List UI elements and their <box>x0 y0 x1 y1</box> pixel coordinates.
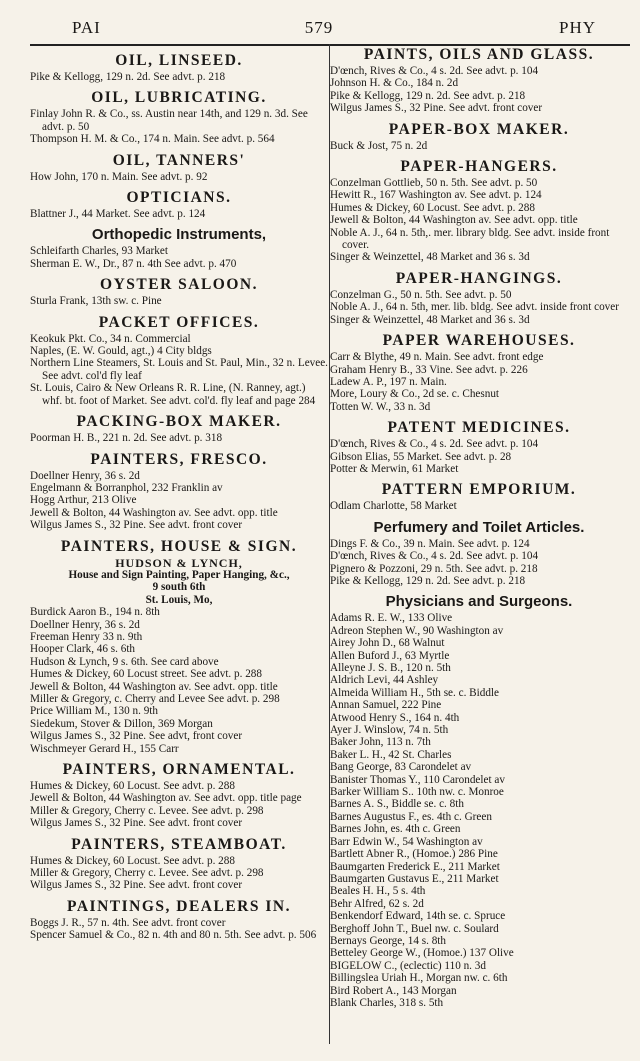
entry-list <box>30 606 328 755</box>
section-oil-lubricating <box>30 89 328 145</box>
directory-entry: Alleyne J. S. B., 120 n. 5th <box>330 662 451 674</box>
directory-entry: Naples, (E. W. Gould, agt.,) 4 City bldgs <box>30 345 212 358</box>
directory-entry: Thompson H. M. & Co., 174 n. Main. See advt. p. 564 <box>30 133 275 146</box>
directory-entry: Humes & Dickey, 60 Locust. See advt. p. 288 <box>30 780 235 793</box>
section-heading: OIL, LUBRICATING. <box>91 89 267 107</box>
entry-list <box>30 208 328 220</box>
directory-entry: Barnes John, es. 4th c. Green <box>330 823 461 836</box>
directory-entry: Poorman H. B., 221 n. 2d. See advt. p. 318 <box>30 432 223 445</box>
directory-entry: Jewell & Bolton, 44 Washington av. See advt. opp. title <box>330 214 578 227</box>
section-heading: PAINTS, OILS AND GLASS. <box>363 46 595 63</box>
directory-entry: Singer & Weinzettel, 48 Market and 36 s. 3d <box>330 251 530 264</box>
directory-entry: Noble A. J., 64 n. 5th, mer. lib. bldg. See advt. inside front cover <box>330 301 619 314</box>
directory-entry: Hewitt R., 167 Washington av. See advt. p. 124 <box>330 189 542 202</box>
section-paper-warehouses <box>330 332 628 413</box>
directory-entry: Noble A. J., 64 n. 5th,. mer. library bldg. See advt. inside front cover. <box>330 226 610 252</box>
directory-entry: Miller & Gregory, Cherry c. Levee. See advt. p. 298 <box>30 804 264 817</box>
directory-entry: Wilgus James S., 32 Pine. See advt. front cover <box>30 879 243 892</box>
page-header <box>30 18 608 40</box>
directory-entry: Singer & Weinzettel, 48 Market and 36 s. 3d <box>330 313 530 326</box>
directory-entry: Ayer J. Winslow, 74 n. 5th <box>330 724 449 737</box>
directory-entry: Price William M., 130 n. 9th <box>30 705 158 718</box>
section-heading: Orthopedic Instruments, <box>91 226 267 244</box>
directory-entry: Jewell & Bolton, 44 Washington av. See advt. opp. title <box>30 680 278 693</box>
directory-entry: Johnson H. & Co., 184 n. 2d <box>330 77 459 90</box>
entry-list <box>330 612 628 1009</box>
directory-entry: Ladew A. P., 197 n. Main. <box>330 375 447 388</box>
section-heading: PACKET OFFICES. <box>98 313 260 331</box>
directory-entry: Hudson & Lynch, 9 s. 6th. See card above <box>30 655 219 668</box>
section-paints-oils-glass <box>330 46 628 115</box>
directory-entry: Pike & Kellogg, 129 n. 2d. See advt. p. 218 <box>330 89 526 102</box>
directory-entry: Adams R. E. W., 133 Olive <box>330 612 453 625</box>
directory-entry: Hooper Clark, 46 s. 6th <box>30 643 136 656</box>
directory-entry: Airey John D., 68 Walnut <box>330 637 445 650</box>
section-packing-box <box>30 413 328 444</box>
directory-entry: Allen Buford J., 63 Myrtle <box>330 649 450 662</box>
entry-list <box>30 432 328 444</box>
header-right-guide: PHY <box>558 18 596 37</box>
section-heading: PACKING-BOX MAKER. <box>76 413 282 431</box>
directory-entry: Pignero & Pozzoni, 29 n. 5th. See advt. p. 218 <box>330 562 538 575</box>
section-heading: PAINTERS, FRESCO. <box>90 450 268 468</box>
left-column <box>30 46 328 942</box>
section-oil-linseed <box>30 52 328 83</box>
section-heading: PAPER WAREHOUSES. <box>382 332 576 350</box>
directory-entry: Schleifarth Charles, 93 Market <box>30 245 168 258</box>
entry-list <box>330 289 628 326</box>
directory-entry: Graham Henry B., 33 Vine. See advt. p. 226 <box>330 363 528 376</box>
entry-list <box>330 140 628 152</box>
section-oyster-saloon <box>30 276 328 307</box>
directory-entry: Atwood Henry S., 164 n. 4th <box>330 711 460 724</box>
section-heading: Physicians and Surgeons. <box>385 593 573 611</box>
directory-entry: Freeman Henry 33 n. 9th <box>30 630 143 643</box>
directory-entry: Conzelman G., 50 n. 5th. See advt. p. 50 <box>330 288 512 301</box>
directory-entry: Burdick Aaron B., 194 n. 8th <box>30 606 160 619</box>
entry-list <box>330 538 628 588</box>
directory-entry: Humes & Dickey, 60 Locust. See advt. p. 288 <box>330 201 535 214</box>
entry-list <box>30 295 328 307</box>
section-orthopedic <box>30 226 328 270</box>
entry-list <box>330 65 628 115</box>
advert-name: HUDSON & LYNCH, <box>115 555 243 570</box>
entry-list <box>30 917 328 942</box>
directory-entry: How John, 170 n. Main. See advt. p. 92 <box>30 170 208 183</box>
section-heading: PAINTERS, ORNAMENTAL. <box>62 761 296 779</box>
directory-entry: Adreon Stephen W., 90 Washington av <box>330 624 504 637</box>
directory-entry: Boggs J. R., 57 n. 4th. See advt. front cover <box>30 916 226 929</box>
directory-entry: Doellner Henry, 36 s. 2d <box>30 618 140 631</box>
directory-entry: Bernays George, 14 s. 8th <box>330 934 446 947</box>
directory-entry: Miller & Gregory, c. Cherry and Levee See advt. p. 298 <box>30 693 280 705</box>
section-heading: PATENT MEDICINES. <box>387 419 571 437</box>
directory-entry: Benkendorf Edward, 14th se. c. Spruce <box>330 910 506 923</box>
section-heading: Perfumery and Toilet Articles. <box>373 518 585 536</box>
directory-entry: Baumgarten Frederick E., 211 Market <box>330 860 500 873</box>
entry-list <box>330 351 628 413</box>
directory-entry: D'œnch, Rives & Co., 4 s. 2d. See advt. p. 104 <box>330 438 539 451</box>
entry-list <box>30 470 328 532</box>
advert-line: 9 south 6th <box>152 581 206 594</box>
directory-entry: Baker L. H., 42 St. Charles <box>330 748 452 761</box>
directory-entry: Totten W. W., 33 n. 3d <box>330 400 431 413</box>
directory-entry: Miller & Gregory, Cherry c. Levee. See advt. p. 298 <box>30 867 264 880</box>
section-heading: OIL, LINSEED. <box>115 52 243 69</box>
directory-entry: Behr Alfred, 62 s. 2d <box>330 897 424 910</box>
section-painters-house <box>30 538 328 756</box>
directory-entry: Barnes A. S., Biddle se. c. 8th <box>330 798 464 811</box>
header-left-guide: PAI <box>72 18 101 37</box>
directory-entry: BIGELOW C., (eclectic) 110 n. 3d <box>330 959 486 972</box>
directory-entry: Odlam Charlotte, 58 Market <box>330 500 457 513</box>
directory-entry: Blank Charles, 318 s. 5th <box>330 996 444 1009</box>
section-pattern-emporium <box>330 481 628 512</box>
section-heading: PATTERN EMPORIUM. <box>381 481 577 499</box>
section-heading: OYSTER SALOON. <box>100 276 258 294</box>
section-heading: PAPER-HANGERS. <box>400 158 558 176</box>
section-packet-offices <box>30 314 328 407</box>
directory-entry: Humes & Dickey, 60 Locust. See advt. p. 288 <box>30 854 235 867</box>
entry-list <box>330 500 628 512</box>
directory-entry: Engelmann & Borranphol, 232 Franklin av <box>30 481 223 494</box>
entry-list <box>30 855 328 892</box>
directory-entry: Jewell & Bolton, 44 Washington av. See advt. opp. title <box>30 506 278 519</box>
directory-entry: Aldrich Levi, 44 Ashley <box>330 674 439 687</box>
section-oil-tanners <box>30 152 328 183</box>
directory-entry: Siedekum, Stover & Dillon, 369 Morgan <box>30 717 213 730</box>
right-column <box>330 46 628 1009</box>
section-heading: OPTICIANS. <box>126 189 232 207</box>
section-paper-box <box>330 121 628 152</box>
section-heading: PAINTERS, HOUSE & SIGN. <box>60 537 298 555</box>
directory-entry: D'œnch, Rives & Co., 4 s. 2d. See advt. p. 104 <box>330 550 539 563</box>
entry-list <box>330 177 628 264</box>
directory-entry: Wilgus James S., 32 Pine. See advt. front cover <box>30 519 243 532</box>
directory-entry: Almeida William H., 5th se. c. Biddle <box>330 686 499 699</box>
directory-entry: Northern Line Steamers, St. Louis and St. Paul, Min., 32 n. Levee. See advt. col'd fly leaf <box>30 357 328 382</box>
directory-entry: Humes & Dickey, 60 Locust street. See advt. p. 288 <box>30 668 262 681</box>
directory-entry: Sturla Frank, 13th sw. c. Pine <box>30 295 162 308</box>
directory-entry: Pike & Kellogg, 129 n. 2d. See advt. p. 218 <box>30 71 226 83</box>
section-paper-hangers <box>330 158 628 264</box>
section-painters-ornamental <box>30 761 328 830</box>
advert-line: House and Sign Painting, Paper Hanging, &c., <box>68 568 290 581</box>
section-heading: PAINTERS, STEAMBOAT. <box>71 835 287 853</box>
section-painters-fresco <box>30 451 328 532</box>
directory-entry: St. Louis, Cairo & New Orleans R. R. Line, (N. Ranney, agt.) whf. bt. foot of Market. See advt. col'd. fly leaf and page 284 <box>30 382 316 407</box>
directory-entry: Carr & Blythe, 49 n. Main. See advt. front edge <box>330 351 544 364</box>
directory-entry: Conzelman Gottlieb, 50 n. 5th. See advt. p. 50 <box>330 177 538 190</box>
directory-entry: Spencer Samuel & Co., 82 n. 4th and 80 n. 5th. See advt. p. 506 <box>30 929 317 942</box>
section-opticians <box>30 189 328 220</box>
section-heading: PAINTINGS, DEALERS IN. <box>67 897 291 915</box>
directory-entry: Gibson Elias, 55 Market. See advt. p. 28 <box>330 450 512 463</box>
entry-list <box>30 780 328 830</box>
section-perfumery <box>330 519 628 588</box>
directory-entry: Wilgus James S., 32 Pine. See advt. front cover <box>330 102 543 115</box>
directory-entry: Baker John, 113 n. 7th <box>330 736 431 749</box>
section-painters-steamboat <box>30 836 328 892</box>
directory-entry: Beales H. H., 5 s. 4th <box>330 885 426 898</box>
directory-entry: D'œnch, Rives & Co., 4 s. 2d. See advt. p. 104 <box>330 65 539 77</box>
directory-entry: More, Loury & Co., 2d se. c. Chesnut <box>330 388 500 401</box>
directory-entry: Wischmeyer Gerard H., 155 Carr <box>30 742 179 755</box>
entry-list <box>30 333 328 407</box>
directory-entry: Buck & Jost, 75 n. 2d <box>330 139 428 152</box>
section-heading: PAPER-BOX MAKER. <box>388 120 570 138</box>
directory-entry: Barker William S.. 10th nw. c. Monroe <box>330 786 504 799</box>
directory-entry: Barnes Augustus F., es. 4th c. Green <box>330 810 492 823</box>
section-paintings-dealers <box>30 898 328 942</box>
directory-entry: Blattner J., 44 Market. See advt. p. 124 <box>30 208 206 221</box>
directory-entry: Baumgarten Gustavus E., 211 Market <box>330 872 499 885</box>
advert-line: St. Louis, Mo, <box>145 593 213 606</box>
section-paper-hangings <box>330 270 628 326</box>
entry-list <box>30 71 328 83</box>
directory-entry: Dings F. & Co., 39 n. Main. See advt. p. 124 <box>330 537 530 550</box>
directory-entry: Bang George, 83 Carondelet av <box>330 761 472 774</box>
directory-entry: Wilgus James S., 32 Pine. See advt. front cover <box>30 817 243 830</box>
directory-entry: Bartlett Abner R., (Homoe.) 286 Pine <box>330 848 498 861</box>
section-patent-medicines <box>330 419 628 475</box>
directory-entry: Bird Robert A., 143 Morgan <box>330 984 457 997</box>
entry-list <box>330 438 628 475</box>
directory-entry: Keokuk Pkt. Co., 34 n. Commercial <box>30 332 191 345</box>
entry-list <box>30 108 328 145</box>
directory-entry: Barr Edwin W., 54 Washington av <box>330 835 483 848</box>
directory-entry: Wilgus James S., 32 Pine. See advt, front cover <box>30 730 243 743</box>
directory-entry: Jewell & Bolton, 44 Washington av. See advt. opp. title page <box>30 792 302 805</box>
section-heading: OIL, TANNERS' <box>112 151 246 169</box>
directory-entry: Sherman E. W., Dr., 87 n. 4th See advt. p. 470 <box>30 257 237 270</box>
directory-entry: Betteley George W., (Homoe.) 137 Olive <box>330 947 514 960</box>
directory-entry: Finlay John R. & Co., ss. Austin near 14th, and 129 n. 3d. See advt. p. 50 <box>30 108 308 133</box>
directory-entry: Annan Samuel, 222 Pine <box>330 699 442 712</box>
entry-list <box>30 245 328 270</box>
directory-entry: Berghoff John T., Buel nw. c. Soulard <box>330 922 499 935</box>
section-physicians <box>330 593 628 1009</box>
directory-entry: Pike & Kellogg, 129 n. 2d. See advt. p. 218 <box>330 574 526 587</box>
directory-entry: Potter & Merwin, 61 Market <box>330 462 459 475</box>
directory-entry: Doellner Henry, 36 s. 2d <box>30 469 140 482</box>
section-heading: PAPER-HANGINGS. <box>395 269 563 287</box>
entry-list <box>30 171 328 183</box>
directory-entry: Billingslea Uriah H., Morgan nw. c. 6th <box>330 972 508 985</box>
directory-entry: Banister Thomas Y., 110 Carondelet av <box>330 773 505 786</box>
page-number: 579 <box>304 18 334 37</box>
directory-entry: Hogg Arthur, 213 Olive <box>30 494 137 507</box>
